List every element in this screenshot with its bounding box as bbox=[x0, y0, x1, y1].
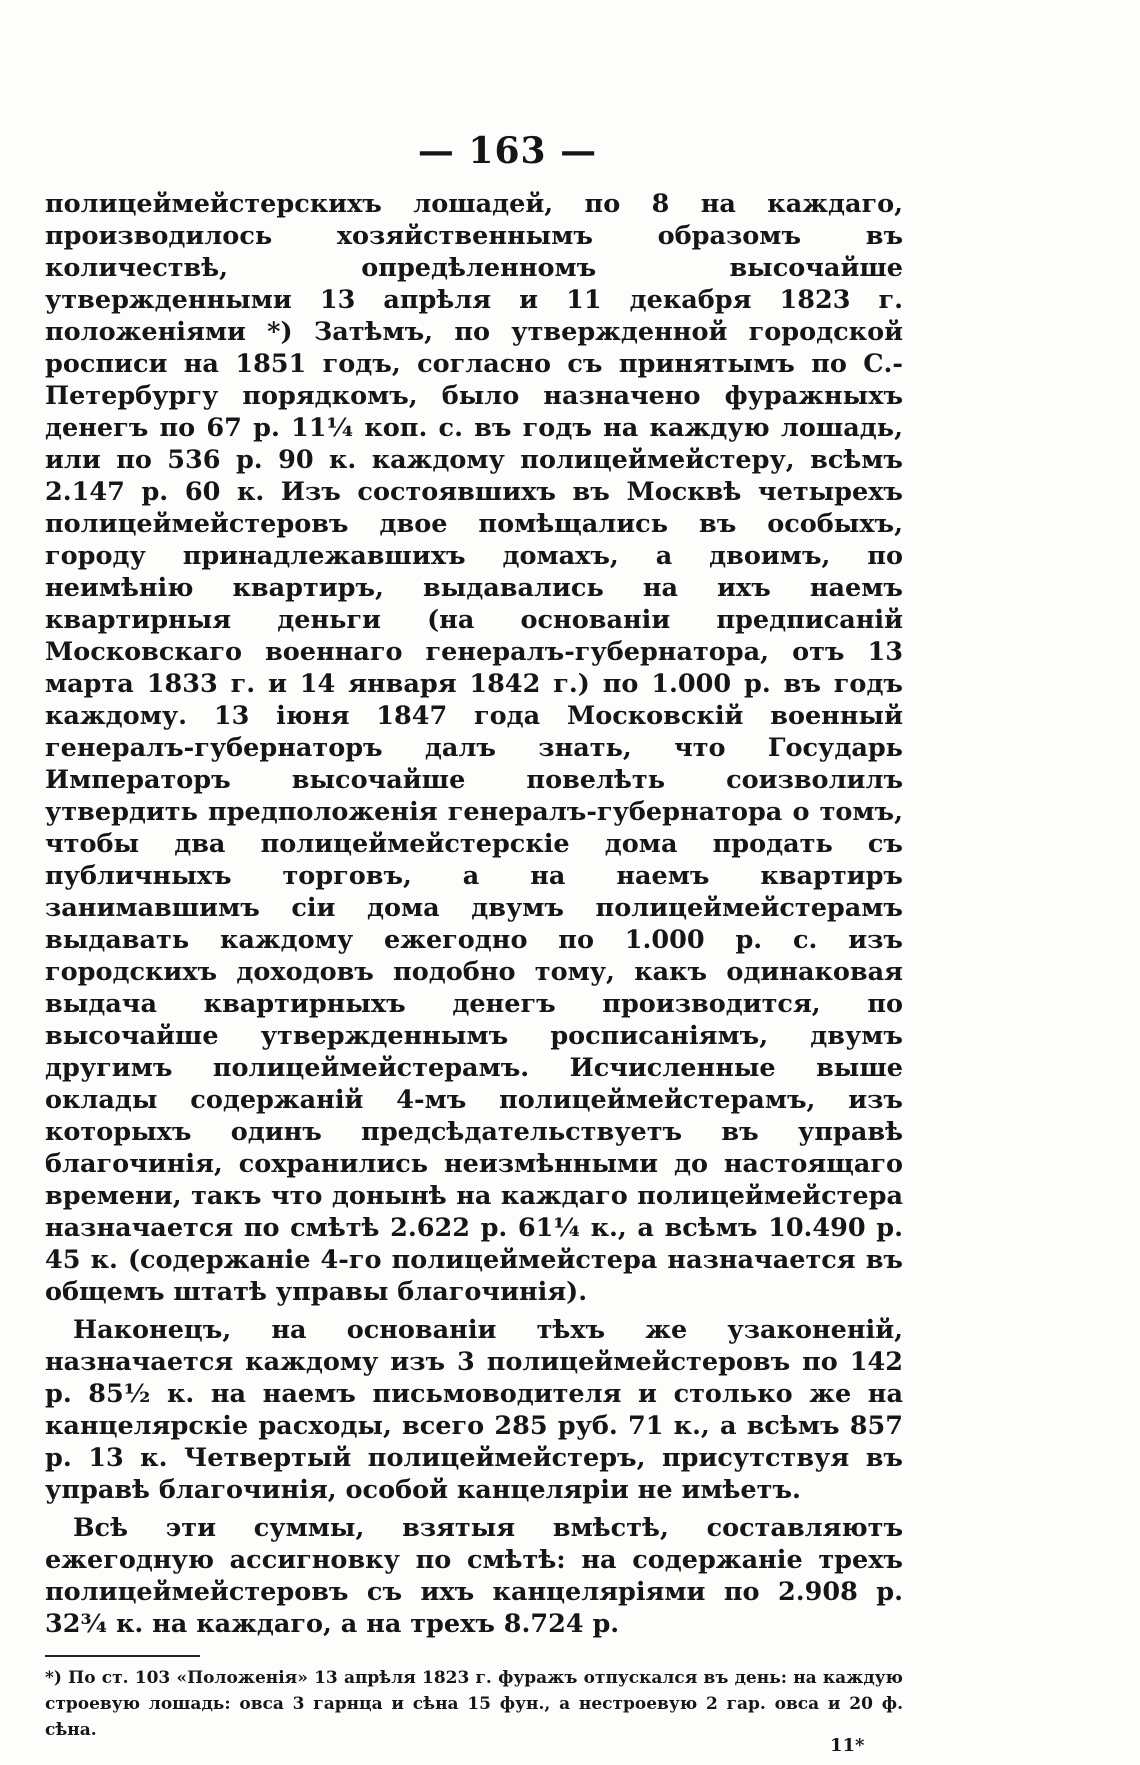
paragraph-2: Наконецъ, на основаніи тѣхъ же узаконеній, назначается каждому изъ 3 полицеймейстеровъ по 142 р. 85½ к. на наемъ письмоводителя и столько же на канцелярскіе расходы, всего 285 руб. 71 к., а всѣмъ 857 р. 13 к. Четвертый полицеймейстеръ, присутствуя въ управѣ благочинія, особой канцеляріи не имѣетъ. bbox=[45, 1315, 903, 1505]
signature-mark: 11* bbox=[830, 1735, 865, 1756]
footnote: *) По ст. 103 «Положенія» 13 апрѣля 1823 г. фуражъ отпускался въ день: на каждую строевую лошадь: овса 3 гарнца и сѣна 15 фун., а нестроевую 2 гар. овса и 20 ф. сѣна. bbox=[45, 1668, 903, 1740]
page-number: — 163 — bbox=[417, 130, 598, 172]
body-text bbox=[45, 188, 903, 1646]
paragraph-1: полицеймейстерскихъ лошадей, по 8 на каждаго, производилось хозяйственнымъ образомъ въ количествѣ, опредѣленномъ высочайше утвержденными 13 апрѣля и 11 декабря 1823 г. положеніями *) Затѣмъ, по утвержденной городской росписи на 1851 годъ, согласно съ принятымъ по С.-Петербургу порядкомъ, было назначено фуражныхъ денегъ по 67 р. 11¼ коп. с. въ годъ на каждую лошадь, или по 536 р. 90 к. каждому полицеймейстеру, всѣмъ 2.147 р. 60 к. Изъ состоявшихъ въ Москвѣ четырехъ полицеймейстеровъ двое помѣщались въ особыхъ, городу принадлежавшихъ домахъ, а двоимъ, по неимѣнію квартиръ, выдавались на ихъ наемъ квартирныя деньги (на основаніи предписаній Московскаго военнаго генералъ-губернатора, отъ 13 марта 1833 г. и 14 января 1842 г.) по 1.000 р. въ годъ каждому. 13 іюня 1847 года Московскій военный генералъ-губернаторъ далъ знать, что Государь Императоръ высочайше повелѣть соизволилъ утвердить предположенія генералъ-губернатора о томъ, чтобы два полицеймейстерскіе дома продать съ публичныхъ торговъ, а на наемъ квартиръ занимавшимъ сіи дома двумъ полицеймейстерамъ выдавать каждому ежегодно по 1.000 р. с. изъ городскихъ доходовъ подобно тому, какъ одинаковая выдача квартирныхъ денегъ производится, по высочайше утвержденнымъ росписаніямъ, двумъ другимъ полицеймейстерамъ. Исчисленные выше оклады содержаній 4-мъ полицеймейстерамъ, изъ которыхъ одинъ предсѣдательствуетъ въ управѣ благочинія, сохранились неизмѣнными до настоящаго времени, такъ что донынѣ на каждаго полицеймейстера назначается по смѣтѣ 2.622 р. 61¼ к., а всѣмъ 10.490 р. 45 к. (содержаніе 4-го полицеймейстера назначается въ общемъ штатѣ управы благочинія). bbox=[45, 189, 903, 1307]
paragraph-3: Всѣ эти суммы, взятыя вмѣстѣ, составляютъ ежегодную ассигновку по смѣтѣ: на содержаніе трехъ полицеймейстеровъ съ ихъ канцеляріями по 2.908 р. 32¾ к. на каждаго, а на трехъ 8.724 р. bbox=[45, 1513, 903, 1639]
footnote-rule bbox=[45, 1655, 200, 1657]
